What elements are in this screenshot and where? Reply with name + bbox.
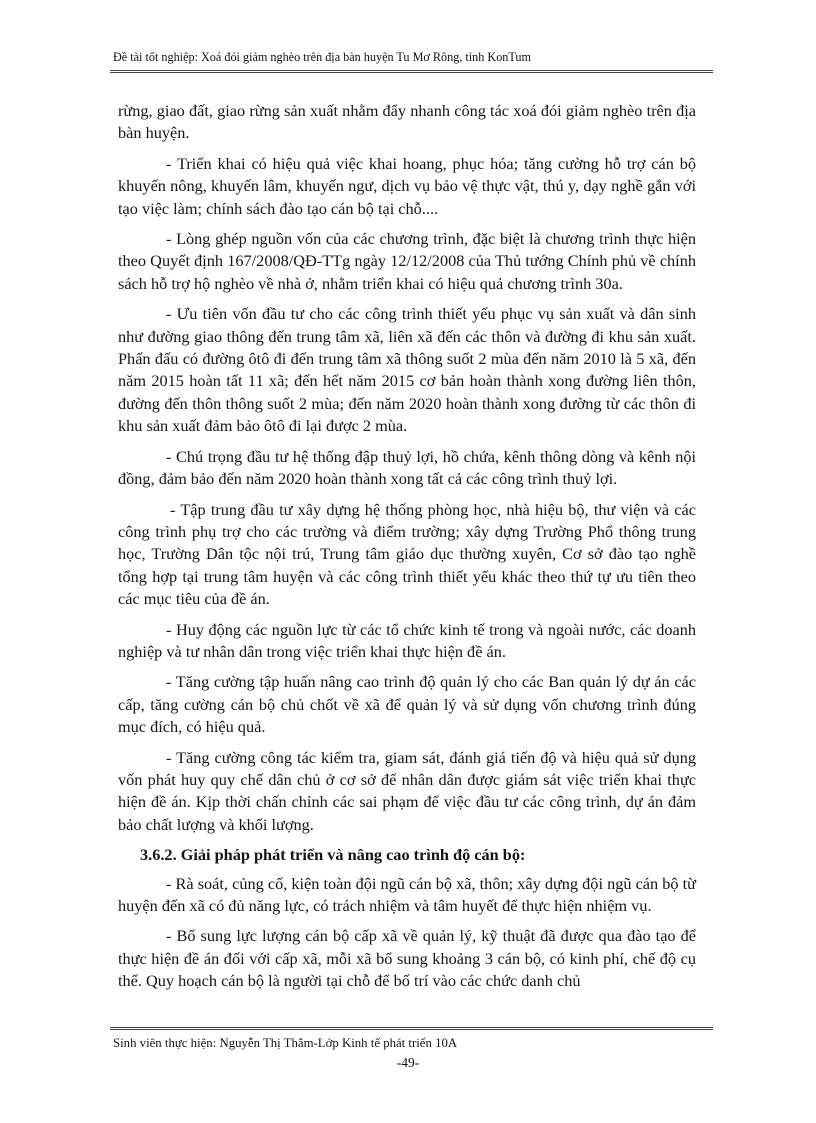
running-footer: Sinh viên thực hiện: Nguyễn Thị Thắm-Lớp Kinh tế phát triển 10A bbox=[113, 1036, 458, 1050]
paragraph: - Rà soát, củng cố, kiện toàn đội ngũ cán bộ xã, thôn; xây dựng đội ngũ cán bộ từ huyện đến xã có đủ năng lực, có trách nhiệm và tâm huyết để thực hiện nhiệm vụ. bbox=[118, 873, 696, 915]
header-rule bbox=[110, 70, 713, 73]
page-number: -49- bbox=[396, 1055, 420, 1070]
document-body bbox=[118, 100, 696, 1001]
section-heading: 3.6.2. Giải pháp phát triển và nâng cao trình độ cán bộ: bbox=[140, 845, 526, 865]
paragraph: - Lòng ghép nguồn vốn của các chương trình, đặc biệt là chương trình thực hiện theo Quyết định 167/2008/QĐ-TTg ngày 12/12/2008 của Thủ tướng Chính phủ về chính sách hỗ trợ hộ nghèo về nhà ở, nhằm triển khai có hiệu quả chương trình 30a. bbox=[118, 229, 696, 293]
paragraph: - Bổ sung lực lượng cán bộ cấp xã về quản lý, kỹ thuật đã được qua đào tạo để thực hiện đề án đối với cấp xã, mỗi xã bổ sung khoảng 3 cán bộ, có kinh phí, chế độ cụ thể. Quy hoạch cán bộ là người tại chỗ để bố trí vào các chức danh chủ bbox=[118, 926, 696, 991]
paragraph: - Tăng cường tập huấn nâng cao trình độ quản lý cho các Ban quản lý dự án các cấp, tăng cường cán bộ chủ chốt về xã để quản lý và sử dụng vốn chương trình đúng mục đích, có hiệu quả. bbox=[118, 672, 696, 737]
paragraph: - Ưu tiên vốn đầu tư cho các công trình thiết yếu phục vụ sản xuất và dân sinh như đường giao thông đến trung tâm xã, liên xã đến các thôn và đường đi khu sản xuất. Phấn đấu có đường ôtô đi đến trung tâm xã thông suốt 2 mùa đến năm 2010 là 5 xã, đến năm 2015 hoàn tất 11 xã; đến hết năm 2015 cơ bản hoàn thành xong đường liên thôn, đường đến thôn thông suốt 2 mùa; đến năm 2020 hoàn thành xong đường từ các thôn đi khu sản xuất đảm bảo ôtô đi lại được 2 mùa. bbox=[118, 304, 696, 436]
paragraph: - Chú trọng đầu tư hệ thống đập thuỷ lợi, hồ chứa, kênh thông dòng và kênh nội đồng, đảm bảo đến năm 2020 hoàn thành xong tất cả các công trình thuỷ lợi. bbox=[118, 446, 696, 489]
footer-rule bbox=[110, 1027, 713, 1030]
paragraph: - Tập trung đầu tư xây dựng hệ thống phòng học, nhà hiệu bộ, thư viện và các công trình phụ trợ cho các trường và điểm trường; xây dựng Trường Phổ thông trung học, Trường Dân tộc nội trú, Trung tâm giáo dục thường xuyên, Cơ sở đào tạo nghề tổng hợp tại trung tâm huyện và các công trình thiết yếu khác theo thứ tự ưu tiên theo các mục tiêu của đề án. bbox=[118, 499, 696, 609]
paragraph: - Triển khai có hiệu quả việc khai hoang, phục hóa; tăng cường hỗ trợ cán bộ khuyến nông, khuyến lâm, khuyến ngư, dịch vụ bảo vệ thực vật, thú y, dạy nghề gắn với tạo việc làm; chính sách đào tạo cán bộ tại chỗ.... bbox=[118, 153, 696, 218]
paragraph: - Huy động các nguồn lực từ các tổ chức kinh tế trong và ngoài nước, các doanh nghiệp và tư nhân dân trong việc triển khai thực hiện đề án. bbox=[118, 619, 696, 661]
paragraph: rừng, giao đất, giao rừng sản xuất nhằm đẩy nhanh công tác xoá đói giảm nghèo trên địa bàn huyện. bbox=[118, 101, 696, 143]
running-header: Đề tài tốt nghiệp: Xoá đói giảm nghèo trên địa bàn huyện Tu Mơ Rông, tỉnh KonTum bbox=[113, 50, 531, 64]
paragraph: - Tăng cường công tác kiểm tra, giam sát, đánh giá tiến độ và hiệu quả sử dụng vốn phát huy quy chế dân chủ ở cơ sở để nhân dân được giám sát việc triển khai thực hiện đề án. Kịp thời chấn chỉnh các sai phạm để việc đầu tư các công trình, dự án đảm bảo chất lượng và khối lượng. bbox=[118, 747, 696, 834]
